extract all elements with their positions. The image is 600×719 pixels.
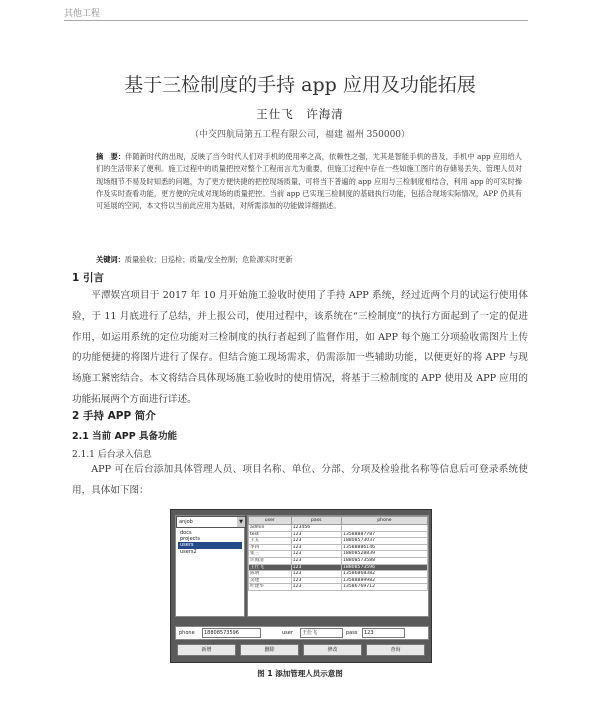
phone-label: phone	[179, 630, 195, 636]
action-button[interactable]: 修改	[303, 644, 362, 656]
table-cell: 123	[291, 584, 341, 591]
tree-item[interactable]: projects	[180, 536, 200, 543]
figure-screenshot	[170, 509, 432, 663]
table-cell: 王五	[249, 538, 292, 545]
table-cell: 18808573037	[341, 538, 427, 545]
user-label: user	[282, 630, 293, 636]
table-row[interactable]	[249, 551, 428, 558]
running-header: 其他工程	[64, 9, 101, 19]
table-cell: 18808573596	[341, 564, 427, 571]
affiliation: （中交四航局第五工程有限公司，福建 福州 350000）	[189, 130, 411, 140]
abstract	[96, 151, 522, 212]
paper-title: 基于三检制度的手持 app 应用及功能拓展	[124, 74, 476, 96]
table-row[interactable]	[249, 564, 428, 571]
table-cell: 123	[291, 538, 341, 545]
table-cell: 13588886146	[341, 544, 427, 551]
table-cell: 王仕飞	[249, 564, 292, 571]
table-row[interactable]	[249, 571, 428, 578]
left-pane	[175, 515, 245, 617]
table-cell	[341, 525, 427, 532]
abstract-label: 摘 要：	[96, 152, 126, 161]
action-button[interactable]: 删除	[240, 644, 299, 656]
table-cell: 123456	[291, 525, 341, 532]
table-cell: 123	[291, 551, 341, 558]
table-cell: 张三	[249, 551, 292, 558]
table-cell: 123	[291, 557, 341, 564]
section2-paragraph: APP 可在后台添加具体管理人员、项目名称、单位、分部、分项及检验批名称等信息后可登录系统使用，具体如下图：	[72, 464, 528, 496]
table-cell: 18808528839	[341, 551, 427, 558]
keywords	[96, 255, 522, 265]
tree-item[interactable]: users2	[180, 548, 197, 555]
table-cell: admin	[249, 525, 292, 532]
table-row[interactable]	[249, 525, 428, 532]
pass-input[interactable]: 123	[362, 628, 405, 638]
edit-form	[175, 626, 429, 640]
user-table	[247, 515, 429, 617]
table-cell: test	[249, 531, 292, 538]
section2-1-1-heading: 2.1.1 后台录入信息	[72, 450, 152, 460]
table-cell: 123	[291, 571, 341, 578]
keywords-text: 质量验收；日巡检；质量/安全控制；危险源实时更新	[124, 255, 293, 264]
table-row[interactable]	[249, 577, 428, 584]
table-cell: 13588887787	[341, 531, 427, 538]
table-cell: 123	[291, 564, 341, 571]
action-button[interactable]: 查询	[366, 644, 425, 656]
column-header[interactable]: pass	[291, 517, 341, 525]
section2-1-heading: 2.1 当前 APP 具备功能	[72, 431, 178, 442]
section2-heading: 2 手持 APP 简介	[72, 410, 156, 422]
table-cell: 13586769712	[341, 584, 427, 591]
keywords-label: 关键词：	[96, 255, 125, 264]
tree-item[interactable]: users	[178, 542, 242, 548]
column-header[interactable]: phone	[341, 517, 427, 525]
user-input[interactable]: 王仕飞	[300, 628, 343, 638]
tree-item[interactable]: docs	[180, 530, 192, 536]
table-cell: 李四	[249, 544, 292, 551]
table-row[interactable]	[249, 544, 428, 551]
table-row[interactable]	[249, 557, 428, 564]
table-cell: 123	[291, 544, 341, 551]
phone-input[interactable]: 18808573596	[202, 628, 261, 638]
authors: 王仕飞 许海清	[256, 107, 344, 121]
table-row[interactable]	[249, 584, 428, 591]
header-divider	[64, 20, 528, 21]
abstract-text: 伴随新时代的出现，反映了当今时代人们对手机的使用率之高，依赖性之强，尤其是智能手机的普及，手机中 app 应用给人们的生活带来了便利。施工过程中的质量把控对整个工程而言尤为重要，但施工过程中存在一些如施工图片的存储易丢失、管理人员对现场细节不易及时知悉的问题，为了更方便快捷的把控现场质量，可将当下普遍的 app 应用与三检制度相结合，利用 app 的可实时操作及实时查看功能，更方便的完成对现场的质量把控。当前 app 已实现三检制度的基础执行功能，包括合现场实际情况，APP 仍具有可延展的空间，本文将以当前此应用为基础，对所需添加的功能做详细描述。	[96, 152, 522, 211]
job-combo[interactable]	[176, 516, 246, 528]
table-cell: 叶建华	[249, 584, 292, 591]
action-button[interactable]: 新增	[177, 644, 236, 656]
table-cell: 18808573588	[341, 557, 427, 564]
table-cell: 陈明	[249, 571, 292, 578]
table-cell: 吴建	[249, 577, 292, 584]
column-header[interactable]: user	[249, 517, 292, 525]
table-cell: 13586868382	[341, 571, 427, 578]
table-cell: 123	[291, 577, 341, 584]
section1-heading: 1 引言	[72, 272, 104, 284]
figure-caption: 图 1 添加管理人员示意图	[257, 669, 343, 678]
table-cell: 许海清	[249, 557, 292, 564]
table-row[interactable]	[249, 538, 428, 545]
table-row[interactable]	[249, 531, 428, 538]
job-combo-value: anjob	[179, 519, 193, 525]
tree-list	[178, 530, 242, 555]
table-cell: 123	[291, 531, 341, 538]
section1-paragraph: 平潭娱宫项目于 2017 年 10 月开始施工验收时使用了手持 APP 系统，经过近两个月的试运行使用体验，于 11 月底进行了总结，并上报公司，使用过程中，该系统在“三检制度”的执行方面起到了一定的促进作用，如运用系统的定位功能对三检制度的执行者起到了监督作用，如 APP 每个施工分项验收需图片上传的功能便捷的将图片进行了保存。但结合施工现场需求，仍需添加一些辅助功能，以便更好的将 APP 与现场施工紧密结合。本文将结合具体现场施工验收时的使用情况，将基于三检制度的 APP 使用及 APP 应用的功能拓展两个方面进行详述。	[72, 290, 528, 405]
chevron-down-icon[interactable]: ▼	[237, 517, 245, 527]
pass-label: pass	[346, 630, 358, 636]
button-bar	[175, 644, 427, 656]
table-cell: 13588889982	[341, 577, 427, 584]
